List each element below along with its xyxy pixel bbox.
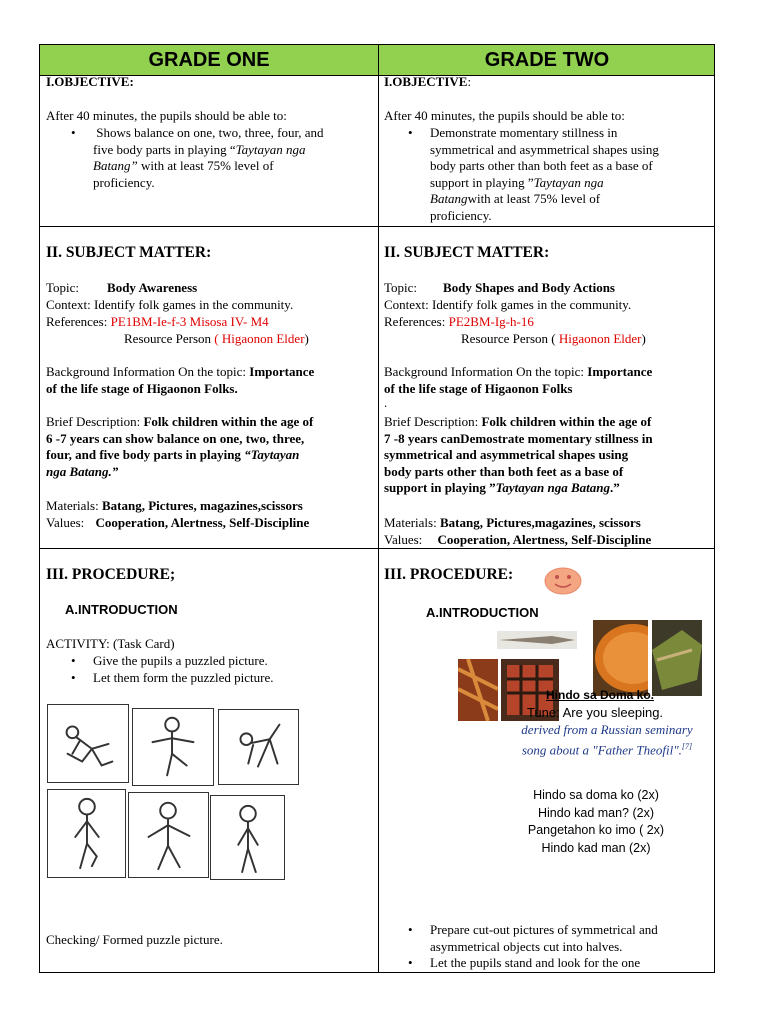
right-background-info: Background Information On the topic: Importance of the life stage of Higaonon Folks .	[384, 364, 653, 410]
left-subject-title: II. SUBJECT MATTER:	[46, 244, 212, 261]
right-introduction-title: A.INTRODUCTION	[426, 605, 539, 620]
row-divider	[40, 75, 714, 76]
left-procedure-title: III. PROCEDURE;	[46, 566, 176, 583]
left-topic: Topic: Body Awareness	[46, 280, 198, 295]
lyric-line: Hindo kad man? (2x)	[537, 805, 655, 820]
left-values: Values: Cooperation, Alertness, Self-Discipline	[46, 515, 310, 530]
left-background-info: Background Information On the topic: Importance of the life stage of Higaonon Folks.	[46, 364, 315, 396]
puzzle-picture-boy-standing-one-foot	[47, 789, 126, 878]
knife-picture	[497, 631, 577, 649]
puzzle-picture-boy-walking	[210, 795, 285, 880]
right-resource-person: Resource Person ( Higaonon Elder)	[461, 331, 646, 346]
song-tune: Tune: Are you sleeping.	[526, 705, 664, 720]
right-procedure-title: III. PROCEDURE:	[384, 566, 514, 583]
row-divider	[40, 226, 714, 227]
lyric-line: Hindo kad man (2x)	[541, 840, 651, 855]
right-subject-title: II. SUBJECT MATTER:	[384, 244, 550, 261]
puzzle-picture-boy-arms-out	[128, 792, 209, 878]
left-materials: Materials: Batang, Pictures, magazines,scissors	[46, 498, 303, 513]
right-objective-title: I.OBJECTIVE:	[384, 74, 472, 89]
lyric-line: Hindo sa doma ko (2x)	[533, 788, 659, 802]
left-resource-person: Resource Person ( Higaonon Elder)	[124, 331, 309, 346]
left-context: Context: Identify folk games in the community.	[46, 297, 294, 312]
wrapped-food-picture	[652, 620, 702, 696]
right-context: Context: Identify folk games in the community.	[384, 297, 632, 312]
grade-one-header: GRADE ONE	[148, 49, 270, 71]
left-checking: Checking/ Formed puzzle picture.	[46, 932, 223, 947]
bullet-icon: •	[408, 922, 413, 937]
right-topic: Topic: Body Shapes and Body Actions	[384, 280, 615, 295]
bullet-icon: •	[71, 653, 76, 668]
left-objective-intro: After 40 minutes, the pupils should be able to:	[46, 108, 287, 123]
puzzle-picture-girl-balancing	[132, 708, 214, 786]
right-procedure-bullets: • Prepare cut-out pictures of symmetrical and asymmetrical objects cut into halves. • Let the pupils stand and look for the one	[408, 922, 658, 970]
puzzle-picture-child-balancing	[47, 704, 129, 783]
right-references: References: PE2BM-Ig-h-16	[384, 314, 534, 329]
left-activity-bullets: • Give the pupils a puzzled picture. • Let them form the puzzled picture.	[71, 653, 274, 685]
lyric-line: Pangetahon ko imo ( 2x)	[527, 823, 665, 837]
song-title: Hindo sa Doma ko.	[545, 688, 655, 702]
bullet-icon: •	[71, 669, 76, 685]
left-brief-description: Brief Description: Folk children within the age of 6 -7 years can show balance on one, two, three, four, and five body parts in playing “Taytayan nga Batang.”	[46, 414, 314, 479]
left-references: References: PE1BM-Ie-f-3 Misosa IV- M4	[46, 314, 269, 329]
song-origin[interactable]: derived from a Russian seminary song about a "Father Theofil".[7]	[521, 722, 693, 758]
song-lyrics	[506, 787, 686, 857]
bullet-icon: •	[408, 955, 413, 970]
bullet-icon: •	[71, 125, 76, 140]
puzzle-picture-child-bending	[218, 709, 299, 785]
left-objective-title: I.OBJECTIVE:	[46, 74, 134, 89]
bowl-picture	[593, 620, 648, 696]
right-objective-intro: After 40 minutes, the pupils should be able to:	[384, 108, 625, 123]
smiley-icon	[543, 566, 583, 596]
woven-mat-picture	[458, 659, 498, 721]
grade-two-header: GRADE TWO	[484, 49, 610, 71]
right-materials: Materials: Batang, Pictures,magazines, scissors	[384, 515, 641, 530]
left-objective-bullet: • Shows balance on one, two, three, four, and five body parts in playing “Taytayan nga Batang” with at least 75% level of proficiency.	[71, 125, 324, 190]
left-introduction-title: A.INTRODUCTION	[65, 602, 178, 617]
right-values: Values: Cooperation, Alertness, Self-Discipline	[384, 532, 652, 547]
right-objective-bullet: • Demonstrate momentary stillness in symmetrical and asymmetrical shapes using body parts other than both feet as a base of support in playing ”Taytayan nga Batangwith at least 75% level of proficiency.	[408, 125, 659, 223]
left-activity: ACTIVITY: (Task Card)	[46, 636, 175, 651]
bullet-icon: •	[408, 125, 413, 140]
right-brief-description: Brief Description: Folk children within the age of 7 -8 years canDemostrate momentary stillness in symmetrical and asymmetrical shapes using body parts other than both feet as a base of support in playing ”Taytayan nga Batang.”	[384, 414, 653, 495]
